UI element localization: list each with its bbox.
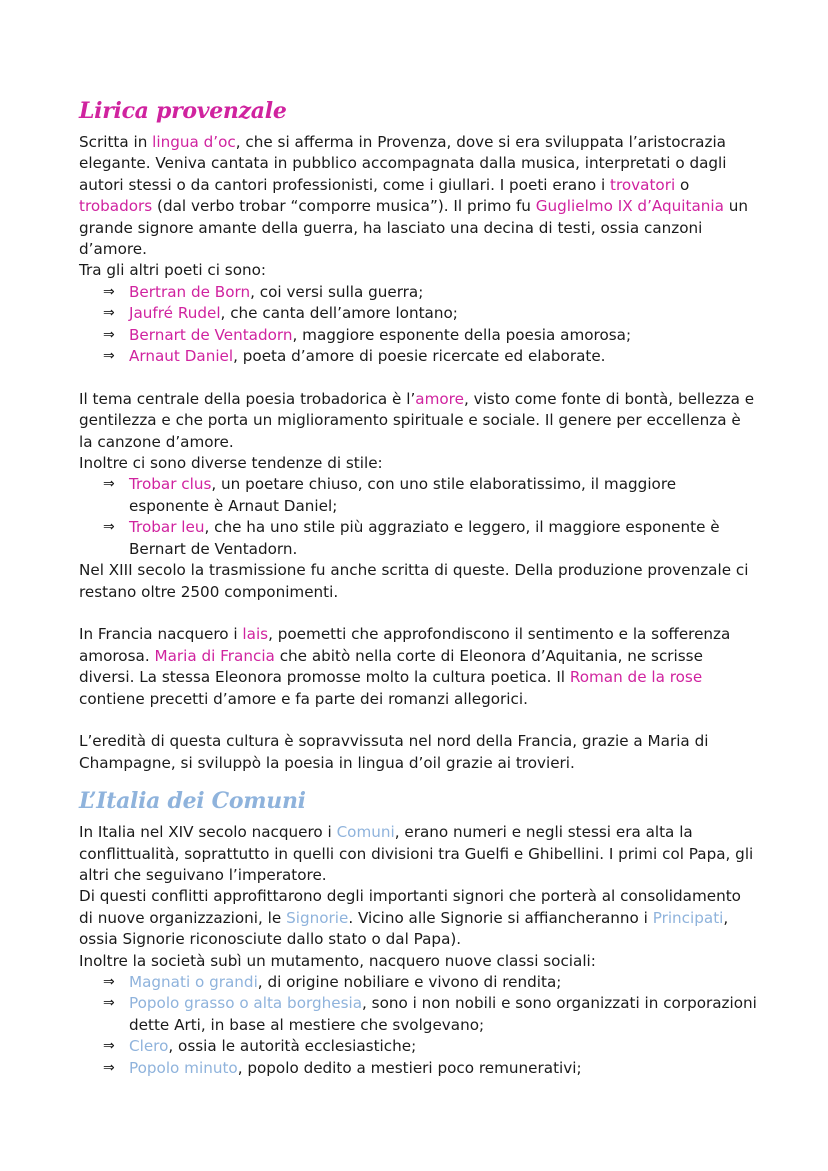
highlighted-term: amore — [415, 389, 464, 408]
text-run: contiene precetti d’amore e fa parte dei romanzi allegorici. — [79, 689, 528, 708]
list-item — [79, 993, 759, 1036]
highlighted-term: Signorie — [286, 908, 349, 927]
text-run: , che canta dell’amore lontano; — [220, 304, 458, 323]
text-run: Tra gli altri poeti ci sono: — [79, 261, 267, 280]
paragraph — [79, 132, 759, 260]
poets-list — [79, 282, 759, 368]
arrow-right-icon: ⇒ — [103, 1059, 115, 1076]
text-run: , poemetti che approfondiscono il sentimento e la sofferenza amorosa. — [79, 625, 731, 665]
text-run: Di questi conflitti approfittarono degli importanti signori che porterà al consolidamento di nuove organizzazioni, le — [79, 887, 741, 927]
paragraph — [79, 731, 759, 774]
text-run: (dal verbo trobar “comporre musica”). Il primo fu — [152, 197, 536, 216]
highlighted-term: Maria di Francia — [154, 646, 275, 665]
arrow-right-icon: ⇒ — [103, 348, 115, 365]
text-run: In Francia nacquero i — [79, 625, 243, 644]
paragraph — [79, 389, 759, 453]
text-run: , che ha uno stile più aggraziato e leggero, il maggiore esponente è Bernart de Ventadorn. — [129, 518, 720, 558]
text-run: , maggiore esponente della poesia amorosa; — [292, 325, 632, 344]
arrow-right-icon: ⇒ — [103, 305, 115, 322]
highlighted-term: Roman de la rose — [569, 668, 703, 687]
highlighted-term: Bertran de Born — [129, 282, 251, 301]
arrow-right-icon: ⇒ — [103, 476, 115, 493]
highlighted-term: Magnati o grandi — [129, 972, 258, 991]
arrow-right-icon: ⇒ — [103, 1038, 115, 1055]
section-title-lirica-provenzale: Lirica provenzale — [79, 98, 287, 124]
list-item — [79, 474, 759, 517]
highlighted-term: Principati — [652, 908, 724, 927]
highlighted-term: Popolo grasso o alta borghesia — [129, 994, 363, 1013]
highlighted-term: Trobar clus — [129, 475, 212, 494]
paragraph — [79, 951, 759, 972]
arrow-right-icon: ⇒ — [103, 995, 115, 1012]
text-run: . Vicino alle Signorie si affiancheranno i — [348, 908, 653, 927]
document-page — [79, 96, 759, 1079]
highlighted-term: Popolo minuto — [129, 1058, 238, 1077]
text-run: , coi versi sulla guerra; — [250, 282, 424, 301]
arrow-right-icon: ⇒ — [103, 973, 115, 990]
highlighted-term: Trobar leu — [129, 518, 205, 537]
text-run: , popolo dedito a mestieri poco remunerativi; — [237, 1058, 582, 1077]
text-run: , di origine nobiliare e vivono di rendita; — [257, 972, 562, 991]
text-run: , che si afferma in Provenza, dove si era sviluppata l’aristocrazia elegante. Veniva cantata in pubblico accompagnata dalla musica, interpretati o dagli autori stessi o da cantori professionisti, come i giullari. I poeti erano i — [79, 133, 727, 194]
list-item — [79, 346, 759, 367]
highlighted-term: lingua d’oc — [152, 133, 236, 151]
text-run: Nel XIII secolo la trasmissione fu anche scritta di queste. Della produzione provenzale ci restano oltre 2500 componimenti. — [79, 561, 749, 601]
arrow-right-icon: ⇒ — [103, 326, 115, 343]
text-run: Scritta in — [79, 133, 153, 151]
text-run: Inoltre ci sono diverse tendenze di stile: — [79, 454, 383, 473]
social-classes-list — [79, 972, 759, 1079]
arrow-right-icon: ⇒ — [103, 283, 115, 300]
arrow-right-icon: ⇒ — [103, 519, 115, 536]
section-title-italia-comuni: L’Italia dei Comuni — [79, 788, 306, 815]
paragraph — [79, 624, 759, 710]
highlighted-term: Clero — [129, 1037, 169, 1056]
text-run: In Italia nel XIV secolo nacquero i — [79, 823, 337, 842]
text-run: o — [675, 175, 690, 194]
text-run: , erano numeri e negli stessi era alta la conflittualità, soprattutto in quelli con divisioni tra Guelfi e Ghibellini. I primi col Papa, gli altri che seguivano l’imperatore. — [79, 823, 754, 884]
text-run: Inoltre la società subì un mutamento, nacquero nuove classi sociali: — [79, 951, 596, 970]
paragraph — [79, 886, 759, 950]
highlighted-term: trobadors — [79, 197, 153, 216]
highlighted-term: Jaufré Rudel — [129, 304, 221, 323]
text-run: Il tema centrale della poesia trobadorica è l’ — [79, 389, 416, 408]
paragraph — [79, 560, 759, 603]
list-item — [79, 1036, 759, 1057]
highlighted-term: lais — [242, 625, 269, 644]
list-item — [79, 1058, 759, 1079]
highlighted-term: trovatori — [610, 175, 676, 194]
list-item — [79, 282, 759, 303]
highlighted-term: Comuni — [336, 823, 395, 842]
paragraph — [79, 453, 759, 474]
text-run: L’eredità di questa cultura è sopravvissuta nel nord della Francia, grazie a Maria di Champagne, si sviluppò la poesia in lingua d’oil grazie ai trovieri. — [79, 732, 709, 772]
text-run: , ossia le autorità ecclesiastiche; — [168, 1037, 417, 1056]
text-run: , un poetare chiuso, con uno stile elaboratissimo, il maggiore esponente è Arnaut Daniel; — [129, 475, 677, 515]
text-run: , ossia Signorie riconosciute dallo stato o dal Papa). — [79, 908, 729, 949]
highlighted-term: Guglielmo IX d’Aquitania — [535, 197, 724, 216]
list-item — [79, 303, 759, 324]
list-item — [79, 517, 759, 560]
text-run: , visto come fonte di bontà, bellezza e gentilezza e che porta un miglioramento spirituale e sociale. Il genere per eccellenza è la canzone d’amore. — [79, 389, 755, 451]
paragraph — [79, 260, 759, 281]
text-run: , poeta d’amore di poesie ricercate ed elaborate. — [233, 347, 606, 366]
styles-list — [79, 474, 759, 560]
text-run: che abitò nella corte di Eleonora d’Aquitania, ne scrisse diversi. La stessa Eleonora promosse molto la cultura poetica. Il — [79, 646, 703, 687]
list-item — [79, 972, 759, 993]
list-item — [79, 325, 759, 346]
text-run: un grande signore amante della guerra, ha lasciato una decina di testi, ossia canzoni d’amore. — [79, 197, 749, 259]
text-run: , sono i non nobili e sono organizzati in corporazioni dette Arti, in base al mestiere che svolgevano; — [129, 994, 757, 1034]
highlighted-term: Bernart de Ventadorn — [129, 325, 293, 344]
highlighted-term: Arnaut Daniel — [129, 347, 234, 366]
paragraph — [79, 822, 759, 886]
